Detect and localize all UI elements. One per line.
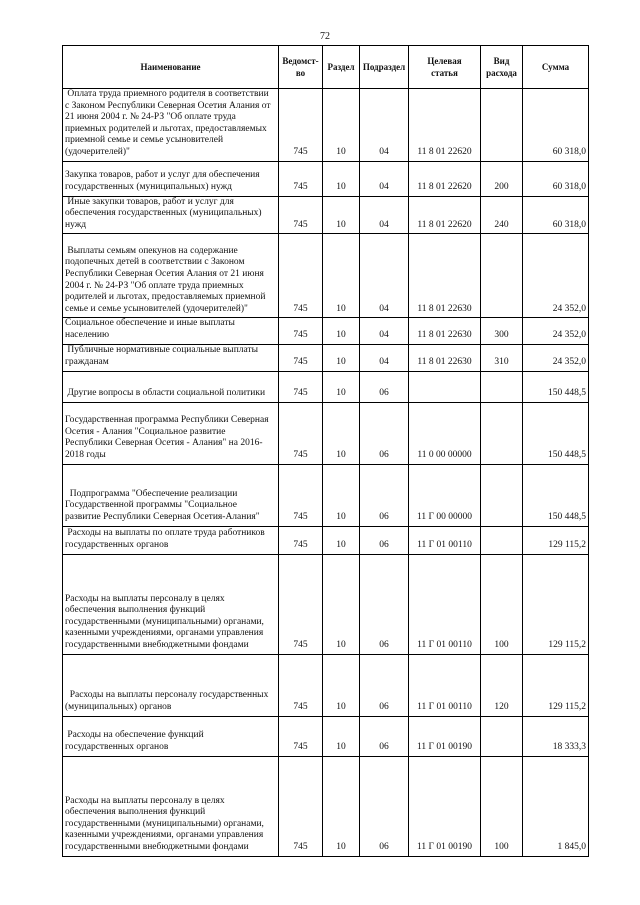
name-line: населению <box>65 329 110 340</box>
table-row <box>63 318 589 344</box>
name-line: гражданам <box>65 356 109 367</box>
name-line: с Законом Республики Северная Осетия Алания от <box>65 100 271 111</box>
row-name-cell <box>63 402 279 464</box>
name-line: (удочерителей)" <box>65 146 130 157</box>
row-name-cell <box>63 526 279 554</box>
amount-value: 129 115,2 <box>523 654 589 716</box>
name-line: Осетия - Алания "Социальное развитие <box>65 426 226 437</box>
name-line: государственных органов <box>65 741 169 752</box>
department-code: 745 <box>279 344 323 371</box>
section-code: 10 <box>323 344 360 371</box>
subsection-code: 04 <box>360 161 409 196</box>
name-line: Расходы на обеспечение функций <box>65 730 204 741</box>
row-name-cell <box>63 716 279 756</box>
header-department <box>279 46 323 89</box>
header-amount <box>523 46 589 89</box>
subsection-code: 06 <box>360 371 409 402</box>
department-code: 745 <box>279 554 323 654</box>
table-header <box>63 46 589 89</box>
row-name-cell <box>63 756 279 856</box>
amount-value: 1 845,0 <box>523 756 589 856</box>
header-label: Вид <box>493 55 510 66</box>
subsection-code: 06 <box>360 402 409 464</box>
row-name-cell <box>63 234 279 318</box>
amount-value: 60 318,0 <box>523 161 589 196</box>
department-code: 745 <box>279 371 323 402</box>
name-line: обеспечения выполнения функций <box>65 807 206 818</box>
name-line: Другие вопросы в области социальной политики <box>65 387 266 398</box>
department-code: 745 <box>279 318 323 344</box>
section-code: 10 <box>323 402 360 464</box>
name-line: Социальное обеспечение и иные выплаты <box>65 318 235 329</box>
subsection-code: 06 <box>360 554 409 654</box>
target-item-code: 11 0 00 00000 <box>409 402 481 464</box>
table-row <box>63 464 589 526</box>
expense-type-code <box>481 716 523 756</box>
subsection-code: 06 <box>360 756 409 856</box>
section-code: 10 <box>323 526 360 554</box>
target-item-code: 11 8 01 22620 <box>409 89 481 162</box>
section-code: 10 <box>323 89 360 162</box>
department-code: 745 <box>279 654 323 716</box>
expense-type-code <box>481 234 523 318</box>
name-line: Подпрограмма "Обеспечение реализации <box>65 488 238 499</box>
name-line: 21 июня 2004 г. № 24-РЗ "Об оплате труда <box>65 112 236 123</box>
row-name-cell <box>63 318 279 344</box>
name-line: Государственной программы "Социальное <box>65 500 237 511</box>
target-item-code: 11 8 01 22630 <box>409 344 481 371</box>
header-expense-type <box>481 46 523 89</box>
section-code: 10 <box>323 654 360 716</box>
name-line: 2004 г. № 24-РЗ "Об оплате труда приемных <box>65 280 244 291</box>
expense-type-code <box>481 371 523 402</box>
target-item-code: 11 Г 01 00110 <box>409 554 481 654</box>
header-label: статья <box>431 68 458 78</box>
name-line: семье и семье усыновителей (удочерителей)" <box>65 303 248 314</box>
department-code: 745 <box>279 402 323 464</box>
amount-value: 150 448,5 <box>523 402 589 464</box>
subsection-code: 04 <box>360 344 409 371</box>
row-name-cell <box>63 161 279 196</box>
page-number: 72 <box>320 31 330 42</box>
name-line: обеспечения государственных (муниципальных) <box>65 208 262 219</box>
section-code: 10 <box>323 318 360 344</box>
expense-type-code <box>481 89 523 162</box>
target-item-code: 11 8 01 22630 <box>409 234 481 318</box>
name-line: Расходы на выплаты персоналу в целях <box>65 593 225 604</box>
name-line: государственными внебюджетными фондами <box>65 639 249 650</box>
subsection-code: 04 <box>360 234 409 318</box>
section-code: 10 <box>323 716 360 756</box>
table-row <box>63 654 589 716</box>
target-item-code: 11 8 01 22620 <box>409 161 481 196</box>
header-label: Раздел <box>327 61 355 72</box>
name-line: Закупка товаров, работ и услуг для обеспечения <box>65 170 260 181</box>
name-line: Государственная программа Республики Северная <box>65 415 269 426</box>
header-target-item <box>409 46 481 89</box>
subsection-code: 06 <box>360 464 409 526</box>
subsection-code: 06 <box>360 654 409 716</box>
header-label: Ведомст- <box>282 55 319 66</box>
name-line: приемной семье и семье усыновителей <box>65 135 224 146</box>
table-row <box>63 344 589 371</box>
row-name-cell <box>63 371 279 402</box>
table-row <box>63 371 589 402</box>
header-subsection <box>360 46 409 89</box>
row-name-cell <box>63 89 279 162</box>
name-line: Иные закупки товаров, работ и услуг для <box>65 196 234 207</box>
subsection-code: 06 <box>360 526 409 554</box>
name-line: Выплаты семьям опекунов на содержание <box>65 245 238 256</box>
name-line: государственных органов <box>65 539 169 550</box>
row-name-cell <box>63 196 279 234</box>
table-row <box>63 402 589 464</box>
subsection-code: 04 <box>360 318 409 344</box>
section-code: 10 <box>323 756 360 856</box>
department-code: 745 <box>279 234 323 318</box>
expense-type-code: 100 <box>481 756 523 856</box>
name-line: казенными учреждениями, органами управления <box>65 628 264 639</box>
name-line: родителей и льготах, предоставляемых приемной <box>65 292 266 303</box>
table-row <box>63 554 589 654</box>
header-label: Сумма <box>541 61 570 72</box>
amount-value: 24 352,0 <box>523 318 589 344</box>
target-item-code: 11 8 01 22620 <box>409 196 481 234</box>
name-line: государственными внебюджетными фондами <box>65 841 249 852</box>
expense-type-code <box>481 526 523 554</box>
section-code: 10 <box>323 196 360 234</box>
department-code: 745 <box>279 716 323 756</box>
table-row <box>63 234 589 318</box>
target-item-code: 11 Г 01 00110 <box>409 526 481 554</box>
section-code: 10 <box>323 464 360 526</box>
name-line: государственными (муниципальными) органами, <box>65 818 264 829</box>
expense-type-code: 120 <box>481 654 523 716</box>
header-name <box>63 46 279 89</box>
subsection-code: 06 <box>360 716 409 756</box>
name-line: приемных родителей и льготах, предоставляемых <box>65 123 267 134</box>
name-line: (муниципальных) органов <box>65 701 172 712</box>
name-line: Публичные нормативные социальные выплаты <box>65 345 259 356</box>
name-line: нужд <box>65 219 87 230</box>
target-item-code: 11 Г 01 00110 <box>409 654 481 716</box>
target-item-code: 11 8 01 22630 <box>409 318 481 344</box>
department-code: 745 <box>279 196 323 234</box>
section-code: 10 <box>323 161 360 196</box>
expense-type-code: 100 <box>481 554 523 654</box>
expense-type-code: 310 <box>481 344 523 371</box>
name-line: 2018 годы <box>65 449 106 460</box>
subsection-code: 04 <box>360 89 409 162</box>
expense-type-code: 200 <box>481 161 523 196</box>
name-line: подопечных детей в соответствии с Законом <box>65 257 245 268</box>
header-row <box>63 46 589 89</box>
table-row <box>63 196 589 234</box>
header-label: Целевая <box>427 55 462 66</box>
header-section <box>323 46 360 89</box>
name-line: Расходы на выплаты персоналу государственных <box>65 690 269 701</box>
name-line: Республики Северная Осетия Алания от 21 июня <box>65 268 264 279</box>
amount-value: 150 448,5 <box>523 464 589 526</box>
name-line: развитие Республики Северная Осетия-Алания" <box>65 511 260 522</box>
amount-value: 150 448,5 <box>523 371 589 402</box>
table-row <box>63 89 589 162</box>
row-name-cell <box>63 344 279 371</box>
name-line: Расходы на выплаты по оплате труда работников <box>65 528 265 539</box>
amount-value: 24 352,0 <box>523 234 589 318</box>
section-code: 10 <box>323 554 360 654</box>
name-line: государственными (муниципальными) органами, <box>65 616 264 627</box>
budget-table <box>62 45 589 857</box>
expense-type-code <box>481 402 523 464</box>
target-item-code: 11 Г 01 00190 <box>409 716 481 756</box>
expense-type-code: 240 <box>481 196 523 234</box>
amount-value: 60 318,0 <box>523 89 589 162</box>
table-row <box>63 526 589 554</box>
row-name-cell <box>63 464 279 526</box>
department-code: 745 <box>279 464 323 526</box>
name-line: Расходы на выплаты персоналу в целях <box>65 795 225 806</box>
department-code: 745 <box>279 161 323 196</box>
expense-type-code <box>481 464 523 526</box>
target-item-code: 11 Г 00 00000 <box>409 464 481 526</box>
name-line: обеспечения выполнения функций <box>65 605 206 616</box>
department-code: 745 <box>279 526 323 554</box>
department-code: 745 <box>279 756 323 856</box>
amount-value: 24 352,0 <box>523 344 589 371</box>
expense-type-code: 300 <box>481 318 523 344</box>
department-code: 745 <box>279 89 323 162</box>
header-label: Наименование <box>140 61 201 72</box>
name-line: казенными учреждениями, органами управления <box>65 830 264 841</box>
name-line: государственных (муниципальных) нужд <box>65 181 232 192</box>
subsection-code: 04 <box>360 196 409 234</box>
section-code: 10 <box>323 371 360 402</box>
target-item-code: 11 Г 01 00190 <box>409 756 481 856</box>
target-item-code <box>409 371 481 402</box>
header-label: во <box>295 68 306 78</box>
row-name-cell <box>63 554 279 654</box>
header-label: расхода <box>486 68 517 78</box>
table-row <box>63 161 589 196</box>
amount-value: 18 333,3 <box>523 716 589 756</box>
table-row <box>63 716 589 756</box>
amount-value: 129 115,2 <box>523 526 589 554</box>
name-line: Республики Северная Осетия - Алания" на 2016- <box>65 438 263 449</box>
table-body <box>63 89 589 857</box>
row-name-cell <box>63 654 279 716</box>
amount-value: 60 318,0 <box>523 196 589 234</box>
amount-value: 129 115,2 <box>523 554 589 654</box>
section-code: 10 <box>323 234 360 318</box>
name-line: Оплата труда приемного родителя в соответствии <box>65 89 269 99</box>
table-row <box>63 756 589 856</box>
header-label: Подраздел <box>362 61 406 72</box>
